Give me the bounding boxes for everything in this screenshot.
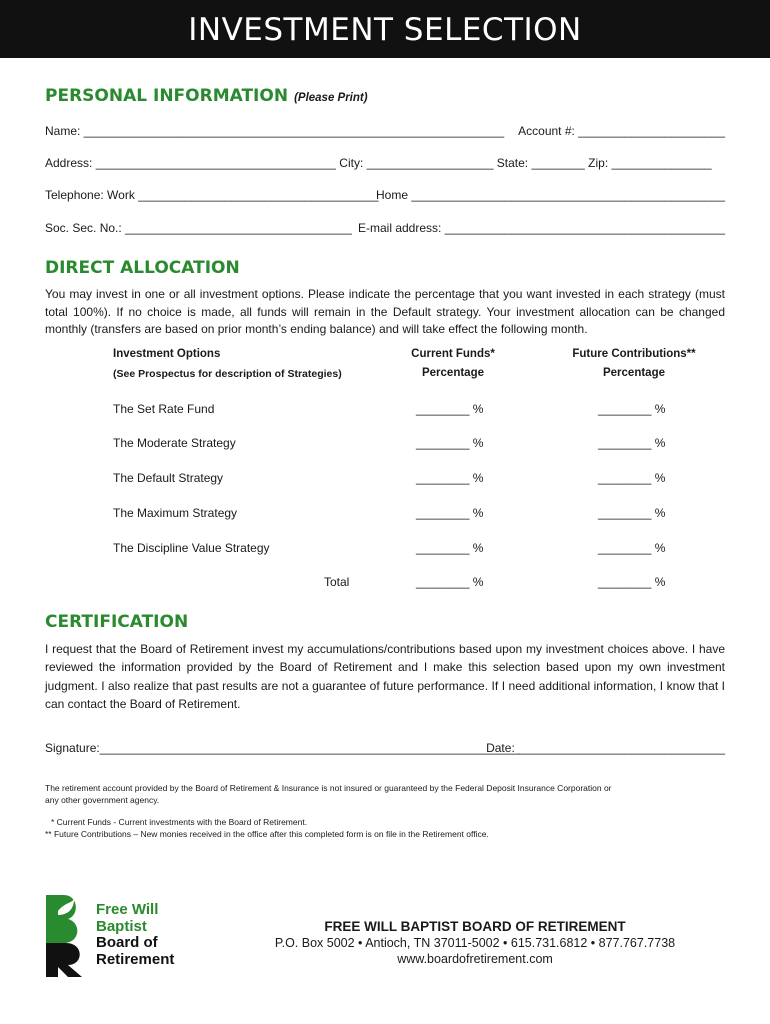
option-label-maximum: The Maximum Strategy <box>113 506 238 520</box>
logo-line-4: Retirement <box>96 950 175 968</box>
current-funds-input-moderate[interactable]: ________ % <box>416 436 484 450</box>
footnote-current-funds: * Current Funds - Current investments with the Board of Retirement. <box>51 817 308 827</box>
ssn-field[interactable]: Soc. Sec. No.: __________________________________ <box>45 221 352 235</box>
current-funds-total-input[interactable]: ________ % <box>416 575 484 589</box>
telephone-home-field[interactable]: Home _______________________________________________ <box>375 188 725 202</box>
address-row[interactable]: Address: ____________________________________ City: ___________________ State: ________ Zip: _______________ <box>45 156 712 170</box>
col-investment-options-sub: (See Prospectus for description of Strategies) <box>113 368 342 380</box>
future-contrib-input-default[interactable]: ________ % <box>598 471 666 485</box>
footnote-future-contributions: ** Future Contributions – New monies received in the office after this completed form is on file in the Retirement office. <box>45 829 489 839</box>
signature-field[interactable]: Signature:_______________________________________________________________ <box>45 741 521 755</box>
option-label-set-rate: The Set Rate Fund <box>113 402 215 416</box>
future-contrib-input-maximum[interactable]: ________ % <box>598 506 666 520</box>
personal-heading: PERSONAL INFORMATION <box>45 86 289 106</box>
personal-section-heading <box>45 86 368 106</box>
date-field[interactable]: Date: _______________________________ <box>486 741 725 755</box>
col-current-funds-header: Current Funds* <box>411 348 495 360</box>
certification-heading: CERTIFICATION <box>45 612 189 632</box>
name-field[interactable]: Name: _______________________________________________________________ <box>45 124 505 138</box>
br-logo-mark <box>44 893 92 977</box>
fdic-disclaimer-line-2: any other government agency. <box>45 795 160 805</box>
certification-text: I request that the Board of Retirement invest my accumulations/contributions based upon my investment choices above. I have reviewed the information provided by the Board of Retirement and I make this selection based upon my own investment judgment. I also realize that past results are not a guarantee of future performance. If I need additional information, I know that I can contact the Board of Retirement. <box>45 642 725 711</box>
current-funds-input-default[interactable]: ________ % <box>416 471 484 485</box>
allocation-instructions: You may invest in one or all investment options. Please indicate the percentage that you want invested in each strategy (must total 100%). If no choice is made, all funds will remain in the Default strategy. Your investment allocation can be changed monthly (transfers are based on prior month’s ending balance) and will take effect the following month. <box>45 287 725 336</box>
future-contrib-input-discipline-value[interactable]: ________ % <box>598 541 666 555</box>
please-print-note: (Please Print) <box>294 92 368 104</box>
total-label: Total <box>324 575 350 589</box>
logo-wordmark <box>96 902 174 968</box>
footer-address: P.O. Box 5002 • Antioch, TN 37011-5002 • 615.731.6812 • 877.767.7738 <box>274 936 676 950</box>
fdic-disclaimer-line-1: The retirement account provided by the Board of Retirement & Insurance is not insured or guaranteed by the Federal Deposit Insurance Corporation or <box>45 783 612 793</box>
future-contrib-total-input[interactable]: ________ % <box>598 575 666 589</box>
account-number-field[interactable]: Account #: ______________________ <box>518 124 725 138</box>
logo-line-1: Free Will <box>96 901 159 918</box>
page-title: INVESTMENT SELECTION <box>188 12 582 48</box>
future-contrib-input-moderate[interactable]: ________ % <box>598 436 666 450</box>
current-funds-input-set-rate[interactable]: ________ % <box>416 402 484 416</box>
logo-line-3: Board of <box>96 934 158 951</box>
logo-line-2: Baptist <box>96 917 147 935</box>
footer-org-name: FREE WILL BAPTIST BOARD OF RETIREMENT <box>324 919 626 934</box>
option-label-moderate: The Moderate Strategy <box>113 436 236 450</box>
footer-website[interactable]: www.boardofretirement.com <box>397 952 553 966</box>
col-future-contrib-sub: Percentage <box>602 367 665 379</box>
option-label-discipline-value: The Discipline Value Strategy <box>113 541 270 555</box>
current-funds-input-discipline-value[interactable]: ________ % <box>416 541 484 555</box>
col-future-contrib-header: Future Contributions** <box>572 348 696 360</box>
future-contrib-input-set-rate[interactable]: ________ % <box>598 402 666 416</box>
current-funds-input-maximum[interactable]: ________ % <box>416 506 484 520</box>
col-current-funds-sub: Percentage <box>421 367 484 379</box>
col-investment-options-header: Investment Options <box>113 348 221 360</box>
telephone-work-field[interactable]: Telephone: Work ____________________________________ <box>45 188 379 202</box>
option-label-default: The Default Strategy <box>113 471 224 485</box>
email-field[interactable]: E-mail address: __________________________________________ <box>358 221 725 235</box>
allocation-heading: DIRECT ALLOCATION <box>45 258 240 278</box>
